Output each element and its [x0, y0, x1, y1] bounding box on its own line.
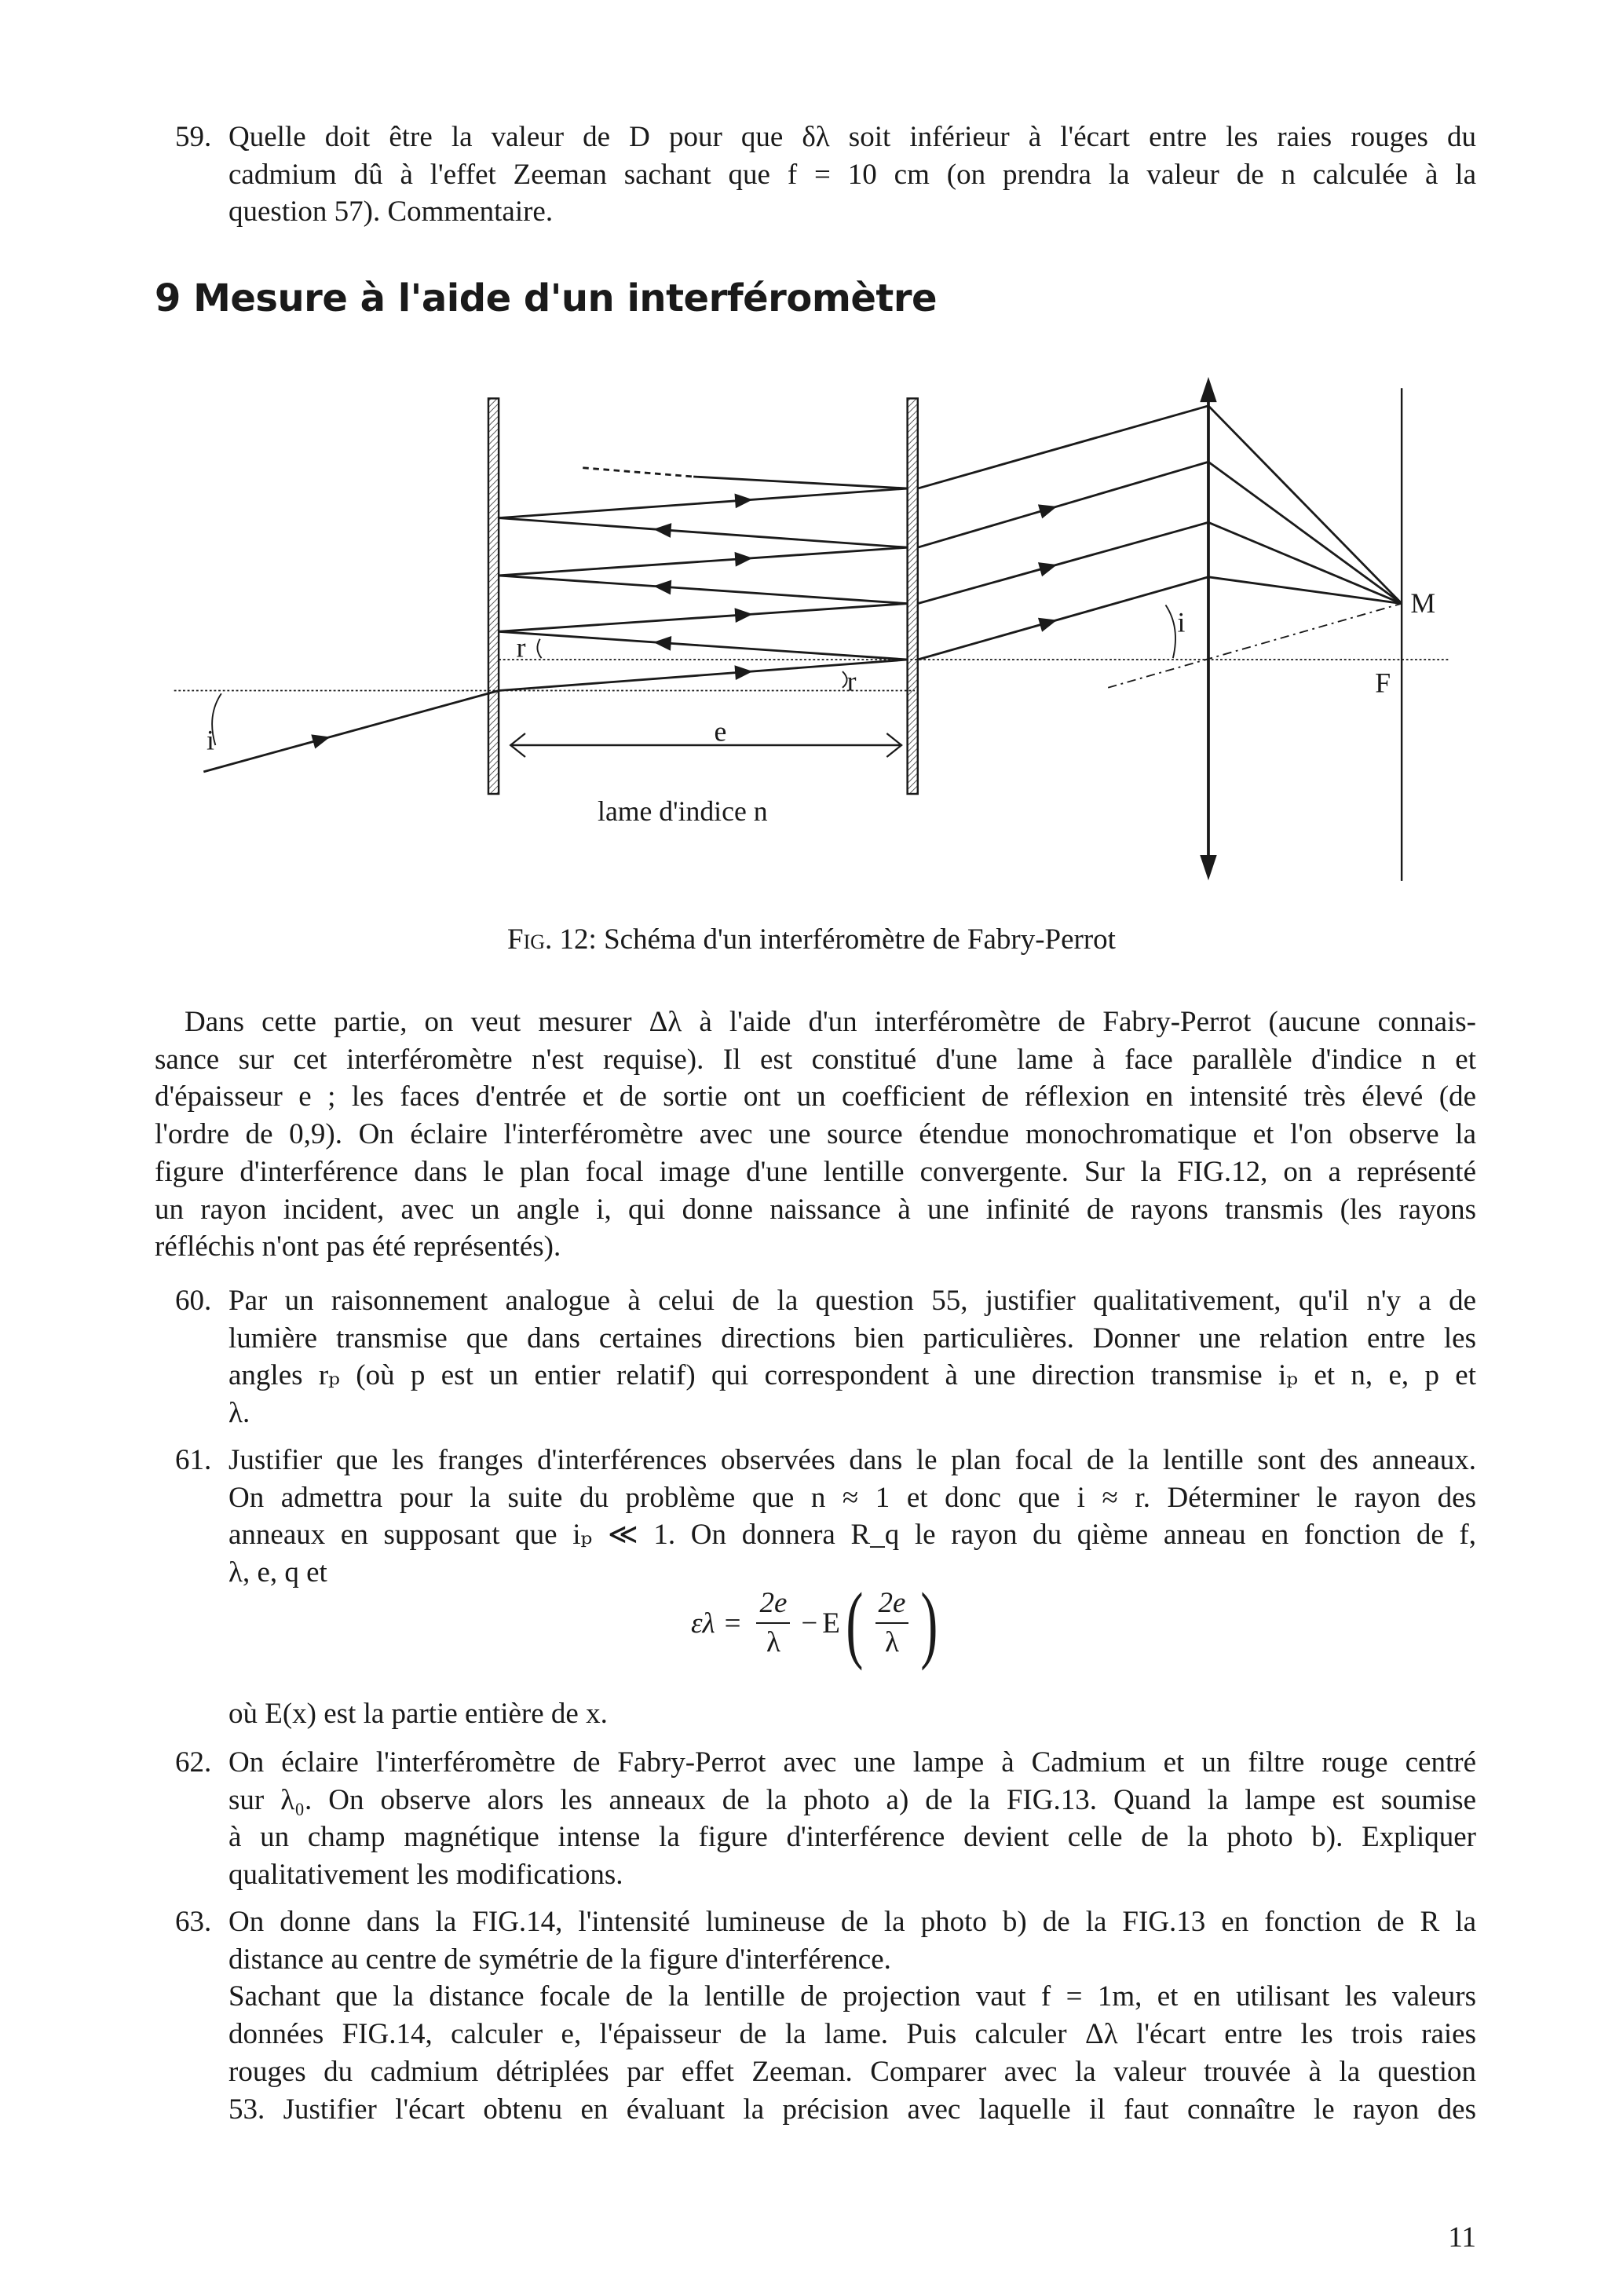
equation-note: où E(x) est la partie entière de x. — [228, 1698, 608, 1730]
focused-ray — [1208, 406, 1402, 604]
question-number: 62. — [175, 1746, 212, 1779]
internal-ray — [693, 477, 907, 488]
text-line: rouges du cadmium détriplées par effet Zeeman. Comparer avec la valeur trouvée à la question — [228, 2055, 1476, 2088]
text-line: Par un raisonnement analogue à celui de la question 55, justifier qualitativement, qu'il n'y a de — [228, 1285, 1476, 1317]
numerator: 2e — [756, 1585, 790, 1624]
caption-prefix: Fig. — [507, 923, 553, 956]
ray-arrowhead — [1038, 558, 1059, 576]
exit-plate — [908, 398, 918, 794]
ray-arrowhead — [311, 729, 332, 748]
lens-arrow-bottom — [1201, 856, 1216, 878]
internal-ray — [499, 488, 908, 518]
text-line: On admettra pour la suite du problème que n ≈ 1 et donc que i ≈ r. Déterminer le rayon des — [228, 1481, 1476, 1514]
label-F: F — [1375, 667, 1391, 699]
text-line: données FIG.14, calculer e, l'épaisseur de la lame. Puis calculer Δλ l'écart entre les trois raies — [228, 2018, 1476, 2051]
ray-arrowhead — [652, 579, 671, 594]
label-e: e — [714, 715, 727, 748]
text-line: On éclaire l'interféromètre de Fabry-Perrot avec une lampe à Cadmium et un filtre rouge centré — [228, 1746, 1476, 1779]
label-r: r — [516, 631, 526, 664]
ray-arrowhead — [1038, 499, 1059, 518]
eq-integer-part: E — [822, 1607, 840, 1640]
text-line: sur λ₀. On observe alors les anneaux de la photo a) de la FIG.13. Quand la lampe est soumise — [228, 1783, 1476, 1816]
question-60 — [175, 1282, 1476, 1432]
internal-ray — [499, 518, 908, 548]
text-line: Dans cette partie, on veut mesurer Δλ à l'aide d'un interféromètre de Fabry-Perrot (aucune connais- — [185, 1006, 1476, 1038]
caption-text: 12: Schéma d'un interféromètre de Fabry-Perrot — [552, 923, 1116, 956]
eq-equals: = — [724, 1607, 741, 1640]
question-number: 61. — [175, 1444, 212, 1476]
text-line: question 57). Commentaire. — [228, 196, 554, 229]
left-paren: ( — [846, 1575, 864, 1671]
internal-ray — [499, 547, 908, 576]
lens-arrow-top — [1201, 379, 1216, 401]
transmitted-ray — [918, 577, 1208, 660]
internal-ray — [499, 604, 908, 632]
text-line: Quelle doit être la valeur de D pour que δλ soit inférieur à l'écart entre les raies rouges du — [228, 121, 1476, 153]
label-i: i — [1177, 606, 1186, 638]
text-line: à un champ magnétique intense la figure d'interférence devient celle de la photo b). Expliquer — [228, 1821, 1476, 1854]
ray-arrowhead — [735, 492, 754, 508]
incident-ray — [203, 690, 499, 771]
text-line: l'ordre de 0,9). On éclaire l'interféromètre avec une source étendue monochromatique et l'on observe la — [155, 1118, 1476, 1151]
text-line: Justifier que les franges d'interférences observées dans le plan focal de la lentille sont des anneaux. — [228, 1444, 1476, 1476]
label-M: M — [1410, 587, 1436, 619]
right-paren: ) — [920, 1575, 938, 1671]
question-number: 63. — [175, 1906, 212, 1938]
reflected-dashed — [583, 468, 693, 477]
text-line: un rayon incident, avec un angle i, qui donne naissance à une infinité de rayons transmis (les rayons — [155, 1193, 1476, 1226]
text-line: distance au centre de symétrie de la figure d'interférence. — [228, 1943, 891, 1976]
label-i: i — [207, 724, 214, 756]
internal-ray — [499, 576, 908, 604]
denominator: λ — [885, 1626, 899, 1658]
text-line: On donne dans la FIG.14, l'intensité lumineuse de la photo b) de la FIG.13 en fonction de R la — [228, 1906, 1476, 1938]
plate-label: lame d'indice n — [598, 795, 768, 827]
ray-arrowhead — [652, 521, 671, 537]
ray-arrowhead — [734, 664, 753, 680]
equation — [691, 1570, 944, 1676]
eq-minus: − — [801, 1607, 818, 1640]
angle-arc-r-left — [537, 639, 541, 658]
question-62 — [175, 1744, 1476, 1894]
dash-dot-line — [1108, 604, 1402, 688]
ray-arrowhead — [1038, 613, 1059, 632]
entry-plate — [488, 398, 499, 794]
angle-arc-i-right — [1165, 605, 1175, 658]
intro-paragraph — [155, 1004, 1476, 1266]
question-number: 60. — [175, 1285, 212, 1317]
question-number: 59. — [175, 121, 212, 153]
text-line: angles rₚ (où p est un entier relatif) qui correspondent à une direction transmise iₚ et n, e, p et — [228, 1359, 1476, 1392]
text-line: 53. Justifier l'écart obtenu en évaluant la précision avec laquelle il faut connaître le rayon des — [228, 2093, 1476, 2126]
text-line: qualitativement les modifications. — [228, 1859, 623, 1892]
text-line: d'épaisseur e ; les faces d'entrée et de sortie ont un coefficient de réflexion en intensité très élevé (de — [155, 1080, 1476, 1113]
question-63 — [175, 1903, 1476, 2128]
transmitted-ray — [918, 406, 1208, 488]
internal-ray — [499, 631, 908, 660]
page-number: 11 — [1448, 2221, 1476, 2254]
fraction — [875, 1585, 909, 1662]
eq-lhs: ελ — [691, 1607, 715, 1640]
text-line: réfléchis n'ont pas été représentés). — [155, 1230, 561, 1263]
label-r: r — [846, 665, 857, 697]
text-line: Sachant que la distance focale de la lentille de projection vaut f = 1m, et en utilisant les valeurs — [228, 1980, 1476, 2013]
figure-caption — [0, 921, 1623, 959]
numerator: 2e — [875, 1585, 909, 1624]
section-title: 9 Mesure à l'aide d'un interféromètre — [155, 276, 938, 320]
text-line: λ. — [228, 1397, 250, 1430]
focused-ray — [1208, 462, 1402, 603]
text-line: λ, e, q et — [228, 1556, 327, 1589]
text-line: figure d'interférence dans le plan focal image d'une lentille convergente. Sur la FIG.12, on a représenté — [155, 1155, 1476, 1188]
ray-arrowhead — [735, 550, 754, 566]
fraction — [756, 1585, 790, 1662]
text-line: lumière transmise que dans certaines directions bien particulières. Donner une relation entre les — [228, 1322, 1476, 1355]
question-61 — [175, 1442, 1476, 1592]
text-line: sance sur cet interféromètre n'est requise). Il est constitué d'une lame à face parallèle d'indice n et — [155, 1043, 1476, 1076]
ray-arrowhead — [652, 634, 671, 650]
text-line: cadmium dû à l'effet Zeeman sachant que f = 10 cm (on prendra la valeur de n calculée à la — [228, 158, 1476, 191]
text-line: anneaux en supposant que iₚ ≪ 1. On donnera R_q le rayon du qième anneau en fonction de f, — [228, 1519, 1476, 1552]
ray-arrowhead — [735, 607, 754, 623]
denominator: λ — [766, 1626, 780, 1658]
